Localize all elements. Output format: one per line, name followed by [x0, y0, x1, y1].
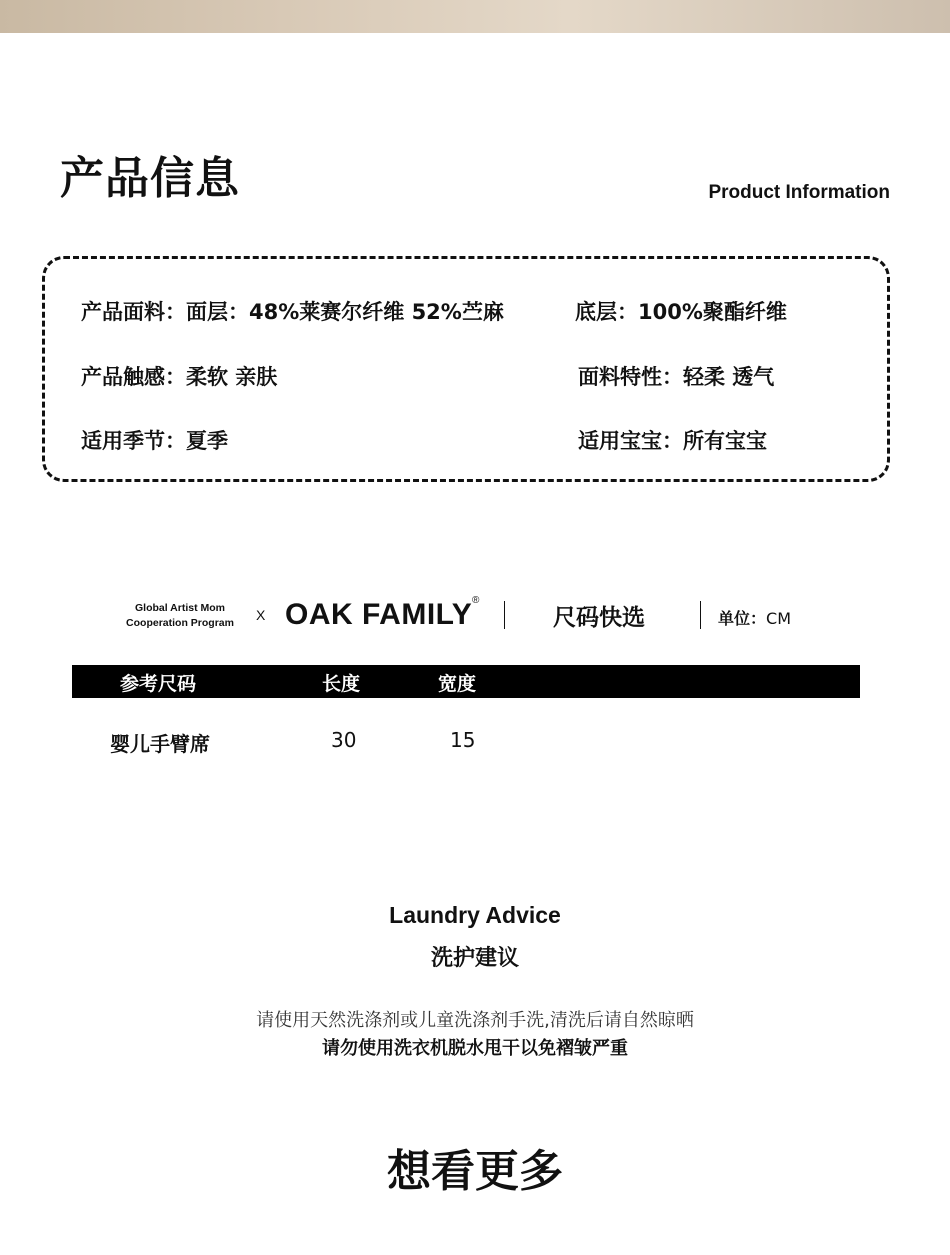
product-info-box — [42, 256, 890, 482]
brand-logo-text: OAK FAMILY — [285, 598, 473, 631]
size-table-header — [72, 665, 860, 698]
program-label — [120, 601, 240, 631]
laundry-title-en: Laundry Advice — [389, 902, 561, 928]
header-size: 参考尺码 — [120, 673, 197, 695]
info-fabric-bottom: 底层：100%聚酯纤维 — [575, 300, 787, 324]
product-info-subtitle: Product Information — [708, 182, 890, 203]
program-line-1: Global Artist Mom — [134, 602, 226, 614]
divider-1 — [504, 601, 505, 629]
laundry-instruction-1: 请使用天然洗涤剂或儿童洗涤剂手洗,清洗后请自然晾晒 — [256, 1010, 694, 1031]
divider-2 — [700, 601, 701, 629]
info-row-fabric — [81, 296, 857, 326]
header-width: 宽度 — [438, 673, 477, 695]
collab-x: X — [256, 607, 266, 623]
program-line-2: Cooperation Program — [126, 617, 234, 629]
registered-mark: ® — [472, 595, 480, 606]
unit-label — [718, 606, 791, 629]
unit-value: CM — [766, 609, 791, 628]
info-baby: 适用宝宝：所有宝宝 — [578, 429, 767, 453]
info-row-touch — [81, 361, 857, 391]
info-fabric-top: 产品面料：面层：48%莱赛尔纤维 52%苎麻 — [81, 300, 504, 324]
top-banner-strip — [0, 0, 950, 33]
row-size-name: 婴儿手臂席 — [110, 732, 210, 756]
row-width: 15 — [450, 728, 476, 752]
brand-bar — [0, 595, 950, 635]
info-season: 适用季节：夏季 — [81, 429, 228, 453]
info-touch: 产品触感：柔软 亲肤 — [81, 365, 278, 389]
unit-key: 单位： — [718, 609, 767, 628]
row-length: 30 — [331, 728, 357, 752]
product-info-title: 产品信息 — [60, 153, 240, 204]
info-feature: 面料特性：轻柔 透气 — [578, 365, 775, 389]
header-length: 长度 — [322, 673, 361, 695]
info-row-season — [81, 425, 857, 455]
laundry-title-cn: 洗护建议 — [430, 946, 519, 971]
laundry-instruction-2: 请勿使用洗衣机脱水甩干以免褶皱严重 — [322, 1038, 628, 1059]
see-more-heading: 想看更多 — [387, 1146, 563, 1197]
size-guide-title: 尺码快选 — [553, 605, 645, 631]
table-row — [72, 728, 860, 758]
